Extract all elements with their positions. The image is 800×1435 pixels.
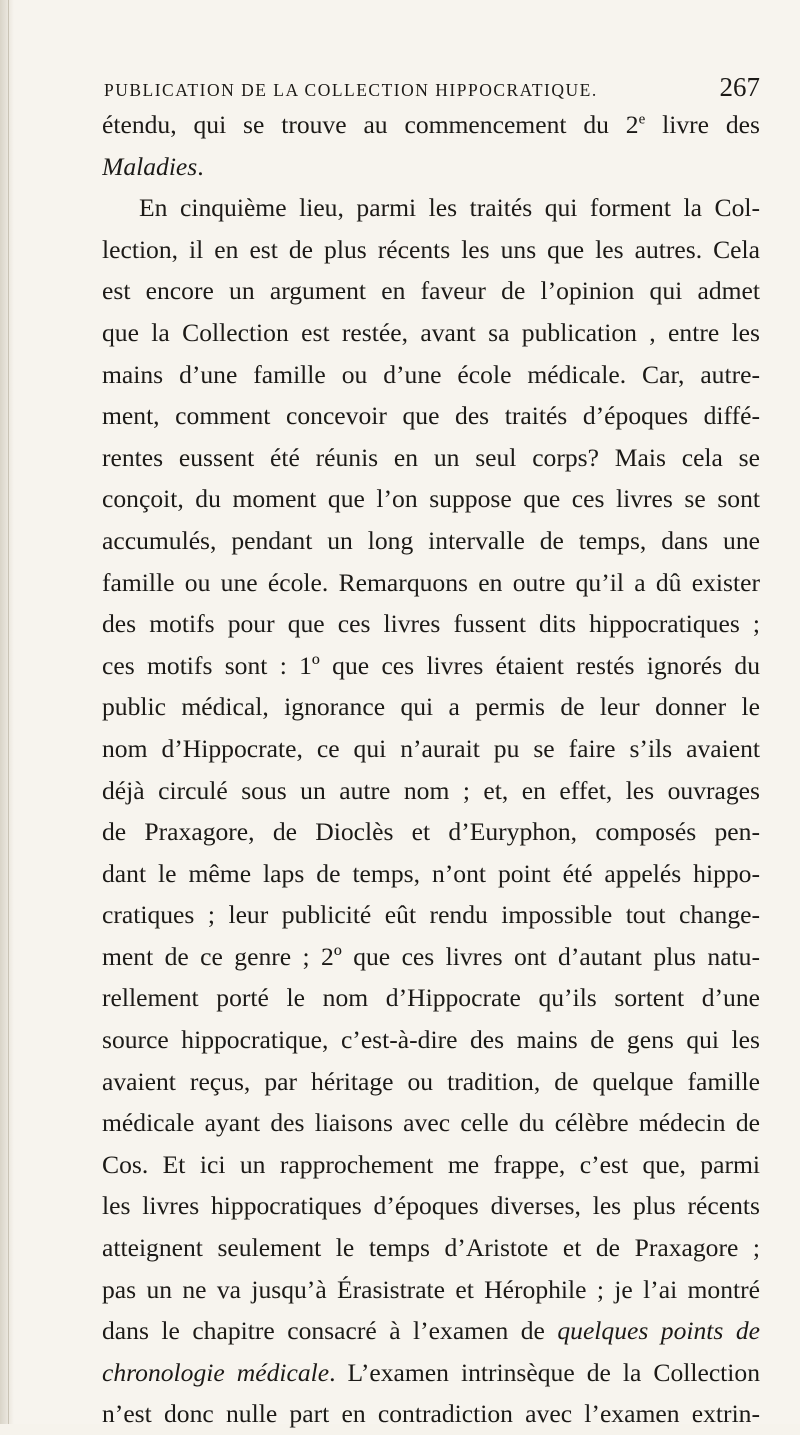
text-line: lection, il en est de plus récents les uns que les autres. Cela bbox=[102, 234, 760, 264]
text-line: conçoit, du moment que l’on suppose que ces livres se sont bbox=[102, 484, 760, 514]
text-line: atteignent seulement le temps d’Aristote et de Praxagore ; bbox=[102, 1233, 760, 1263]
text-line: est encore un argument en faveur de l’opinion qui admet bbox=[102, 276, 760, 306]
text-line: source hippocratique, c’est-à-dire des mains de gens qui les bbox=[102, 1025, 760, 1055]
text-line: rellement porté le nom d’Hippocrate qu’ils sortent d’une bbox=[102, 983, 760, 1013]
text-line: Cos. Et ici un rapprochement me frappe, c’est que, parmi bbox=[102, 1149, 760, 1179]
text-line: médicale ayant des liaisons avec celle du célèbre médecin de bbox=[102, 1108, 760, 1138]
text-line: des motifs pour que ces livres fussent dits hippocratiques ; bbox=[102, 609, 760, 639]
text-line: famille ou une école. Remarquons en outre qu’il a dû exister bbox=[102, 567, 760, 597]
text-line: accumulés, pendant un long intervalle de temps, dans une bbox=[102, 525, 760, 555]
text-line: nom d’Hippocrate, ce qui n’aurait pu se faire s’ils avaient bbox=[102, 733, 760, 763]
binding-edge bbox=[8, 0, 9, 1424]
paragraph-start-line: En cinquième lieu, parmi les traités qui forment la Col- bbox=[139, 193, 760, 223]
text-line: les livres hippocratiques d’époques diverses, les plus récents bbox=[102, 1191, 760, 1221]
text-line: rentes eussent été réunis en un seul corps? Mais cela se bbox=[102, 442, 760, 472]
text-line: de Praxagore, de Dioclès et d’Euryphon, composés pen- bbox=[102, 817, 760, 847]
text-line: public médical, ignorance qui a permis de leur donner le bbox=[102, 692, 760, 722]
page-number: 267 bbox=[719, 72, 760, 102]
binding-shadow bbox=[0, 0, 14, 1424]
text-line: mains d’une famille ou d’une école médicale. Car, autre- bbox=[102, 359, 760, 389]
text-line: dans le chapitre consacré à l’examen de quelques points de bbox=[102, 1316, 760, 1346]
text-line: ment de ce genre ; 2º que ces livres ont d’autant plus natu- bbox=[102, 941, 760, 971]
text-line: ces motifs sont : 1º que ces livres étaient restés ignorés du bbox=[102, 650, 760, 680]
text-line: que la Collection est restée, avant sa publication , entre les bbox=[102, 317, 760, 347]
text-line: pas un ne va jusqu’à Érasistrate et Hérophile ; je l’ai montré bbox=[102, 1274, 760, 1304]
body-text bbox=[102, 104, 760, 1435]
text-line: dant le même laps de temps, n’ont point été appelés hippo- bbox=[102, 858, 760, 888]
text-line: cratiques ; leur publicité eût rendu impossible tout change- bbox=[102, 900, 760, 930]
text-line: Maladies. bbox=[102, 151, 204, 181]
text-line: chronologie médicale. L’examen intrinsèque de la Collection bbox=[102, 1357, 760, 1387]
text-line: déjà circulé sous un autre nom ; et, en effet, les ouvrages bbox=[102, 775, 760, 805]
text-line: ment, comment concevoir que des traités d’époques diffé- bbox=[102, 401, 760, 431]
text-line: n’est donc nulle part en contradiction avec l’examen extrin- bbox=[102, 1399, 760, 1429]
text-line: avaient reçus, par héritage ou tradition, de quelque famille bbox=[102, 1066, 760, 1096]
running-head: PUBLICATION DE LA COLLECTION HIPPOCRATIQUE. bbox=[104, 80, 598, 100]
text-line: étendu, qui se trouve au commencement du 2e livre des bbox=[102, 110, 760, 139]
